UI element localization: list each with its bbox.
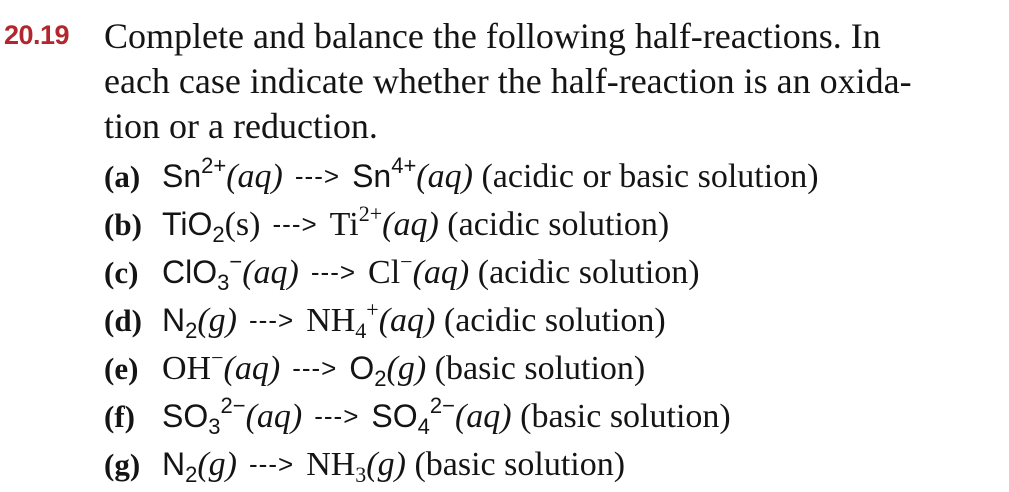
reactant-state: (aq)	[245, 398, 303, 435]
solution-condition: (basic solution)	[434, 350, 646, 387]
reaction-arrow: --->	[249, 305, 295, 335]
part-label: (c)	[104, 255, 139, 290]
half-reaction-f	[104, 392, 994, 440]
solution-condition: (acidic solution)	[447, 206, 670, 243]
product-formula: $NH_3$	[306, 446, 367, 487]
product-state: (g)	[366, 446, 406, 483]
reactant-state: (aq)	[226, 158, 283, 195]
half-reaction-c	[104, 248, 994, 296]
reactant-formula: ClO$_3$−	[162, 249, 243, 295]
reaction-arrow: --->	[272, 209, 318, 239]
reactant-formula: $N_2$	[162, 446, 198, 487]
reactant-state: (g)	[197, 302, 238, 339]
reactant-state: (aq)	[242, 254, 299, 291]
solution-condition: (basic solution)	[414, 446, 626, 483]
reaction-arrow: --->	[314, 401, 360, 431]
solution-condition: (acidic or basic solution)	[481, 158, 819, 195]
reaction-arrow: --->	[294, 161, 341, 191]
half-reaction-a	[104, 152, 994, 200]
reactant-state: (aq)	[223, 350, 281, 387]
reactant-state: (g)	[197, 446, 238, 483]
product-state: (aq)	[378, 302, 436, 339]
problem-stem	[104, 14, 994, 149]
part-label: (g)	[104, 447, 141, 482]
reaction-arrow: --->	[292, 353, 338, 383]
stem-line-2: each case indicate whether the half-reaction is an oxida-	[104, 61, 912, 101]
part-label: (a)	[104, 159, 141, 194]
part-label: (b)	[104, 207, 142, 242]
product-state: (g)	[386, 350, 427, 387]
reactant-formula: $SO_3^{2-}$	[162, 393, 246, 439]
stem-line-1: Complete and balance the following half-reactions. In	[104, 16, 881, 56]
reaction-arrow: --->	[249, 449, 295, 479]
reactant-formula: $Sn^{2+}$	[162, 153, 227, 194]
solution-condition: (acidic solution)	[477, 254, 700, 291]
problem-number: 20.19	[4, 20, 70, 50]
product-formula: $O_2$	[349, 350, 387, 391]
product-state: (aq)	[382, 206, 439, 243]
product-state: (aq)	[454, 398, 512, 435]
product-formula: $SO_4^{2-}$	[371, 393, 455, 439]
reactant-formula: $N_2$	[162, 302, 198, 343]
solution-condition: (acidic solution)	[443, 302, 666, 339]
half-reaction-list	[104, 152, 994, 488]
product-state: (aq)	[412, 254, 470, 291]
reaction-arrow: --->	[310, 257, 357, 287]
half-reaction-g	[104, 440, 994, 488]
reactant-formula: TiO$_2$	[162, 206, 225, 247]
half-reaction-e	[104, 344, 994, 392]
solution-condition: (basic solution)	[520, 398, 731, 435]
product-formula: Cl−	[368, 249, 413, 291]
product-state: (aq)	[416, 158, 473, 195]
half-reaction-d	[104, 296, 994, 344]
product-formula: $NH_4^+$	[306, 297, 379, 343]
product-formula: $Ti^{2+}$	[329, 201, 383, 243]
product-formula: $Sn^{4+}$	[352, 153, 417, 194]
half-reaction-b	[104, 200, 994, 248]
part-label: (e)	[104, 351, 139, 386]
reactant-state: (s)	[224, 206, 261, 243]
part-label: (f)	[104, 399, 135, 434]
reactant-formula: OH−	[162, 345, 224, 387]
stem-line-3: tion or a reduction.	[104, 106, 378, 146]
part-label: (d)	[104, 303, 142, 338]
